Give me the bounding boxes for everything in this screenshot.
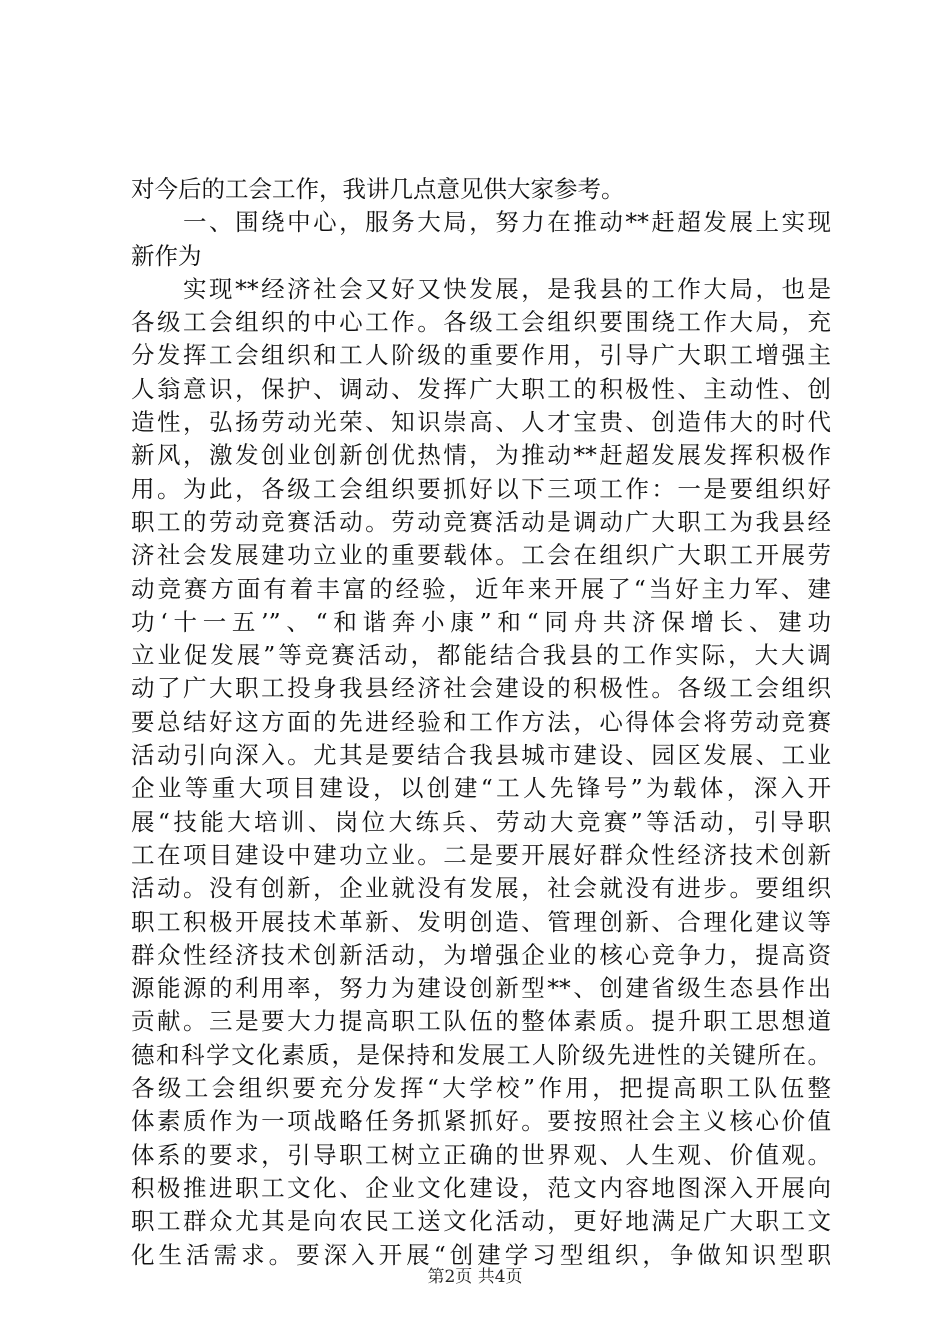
text-line: 一、围绕中心，服务大局，努力在推动**赶超发展上实现 [131, 208, 831, 237]
text-line: 新风，激发创业创新创优热情，为推动**赶超发展发挥积极作 [131, 441, 831, 470]
text-line: 立业促发展”等竞赛活动，都能结合我县的工作实际，大大调 [131, 641, 831, 670]
text-line: 工在项目建设中建功立业。二是要开展好群众性经济技术创新 [131, 840, 831, 869]
text-line: 体系的要求，引导职工树立正确的世界观、人生观、价值观。 [131, 1140, 831, 1169]
text-line: 展“技能大培训、岗位大练兵、劳动大竞赛”等活动，引导职 [131, 807, 831, 836]
text-line: 德和科学文化素质，是保持和发展工人阶级先进性的关键所在。 [131, 1040, 831, 1069]
body-text [131, 173, 831, 1272]
text-line: 要总结好这方面的先进经验和工作方法，心得体会将劳动竞赛 [131, 707, 831, 736]
text-line: 新作为 [131, 241, 202, 270]
text-line: 职工群众尤其是向农民工送文化活动，更好地满足广大职工文 [131, 1207, 831, 1236]
text-line: 积极推进职工文化、企业文化建设，范文内容地图深入开展向 [131, 1173, 831, 1202]
text-line: 用。为此，各级工会组织要抓好以下三项工作：一是要组织好 [131, 474, 831, 503]
text-line: 造性，弘扬劳动光荣、知识崇高、人才宝贵、创造伟大的时代 [131, 408, 831, 437]
text-line: 企业等重大项目建设，以创建“工人先锋号”为载体，深入开 [131, 774, 831, 803]
text-line: 活动引向深入。尤其是要结合我县城市建设、园区发展、工业 [131, 741, 831, 770]
text-line: 活动。没有创新，企业就没有发展，社会就没有进步。要组织 [131, 874, 831, 903]
text-line: 功‘十一五’”、“和谐奔小康”和“同舟共济保增长、建功 [131, 607, 831, 636]
text-line: 职工积极开展技术革新、发明创造、管理创新、合理化建议等 [131, 907, 831, 936]
page-footer: 第2页 共4页 [427, 1267, 523, 1287]
text-line: 化生活需求。要深入开展“创建学习型组织，争做知识型职 [131, 1240, 831, 1269]
text-line: 体素质作为一项战略任务抓紧抓好。要按照社会主义核心价值 [131, 1107, 831, 1136]
text-line: 动竞赛方面有着丰富的经验，近年来开展了“当好主力军、建 [131, 574, 831, 603]
text-line: 各级工会组织的中心工作。各级工会组织要围绕工作大局，充 [131, 308, 831, 337]
text-line: 群众性经济技术创新活动，为增强企业的核心竞争力，提高资 [131, 940, 831, 969]
text-line: 各级工会组织要充分发挥“大学校”作用，把提高职工队伍整 [131, 1074, 831, 1103]
text-line: 对今后的工会工作，我讲几点意见供大家参考。 [131, 175, 625, 203]
text-line: 分发挥工会组织和工人阶级的重要作用，引导广大职工增强主 [131, 341, 831, 370]
text-line: 济社会发展建功立业的重要载体。工会在组织广大职工开展劳 [131, 541, 831, 570]
text-line: 人翁意识，保护、调动、发挥广大职工的积极性、主动性、创 [131, 374, 831, 403]
text-line: 源能源的利用率，努力为建设创新型**、创建省级生态县作出 [131, 974, 831, 1003]
text-line: 职工的劳动竞赛活动。劳动竞赛活动是调动广大职工为我县经 [131, 507, 831, 536]
text-line: 贡献。三是要大力提高职工队伍的整体素质。提升职工思想道 [131, 1007, 831, 1036]
text-line: 实现**经济社会又好又快发展，是我县的工作大局，也是 [131, 274, 831, 303]
text-line: 动了广大职工投身我县经济社会建设的积极性。各级工会组织 [131, 674, 831, 703]
